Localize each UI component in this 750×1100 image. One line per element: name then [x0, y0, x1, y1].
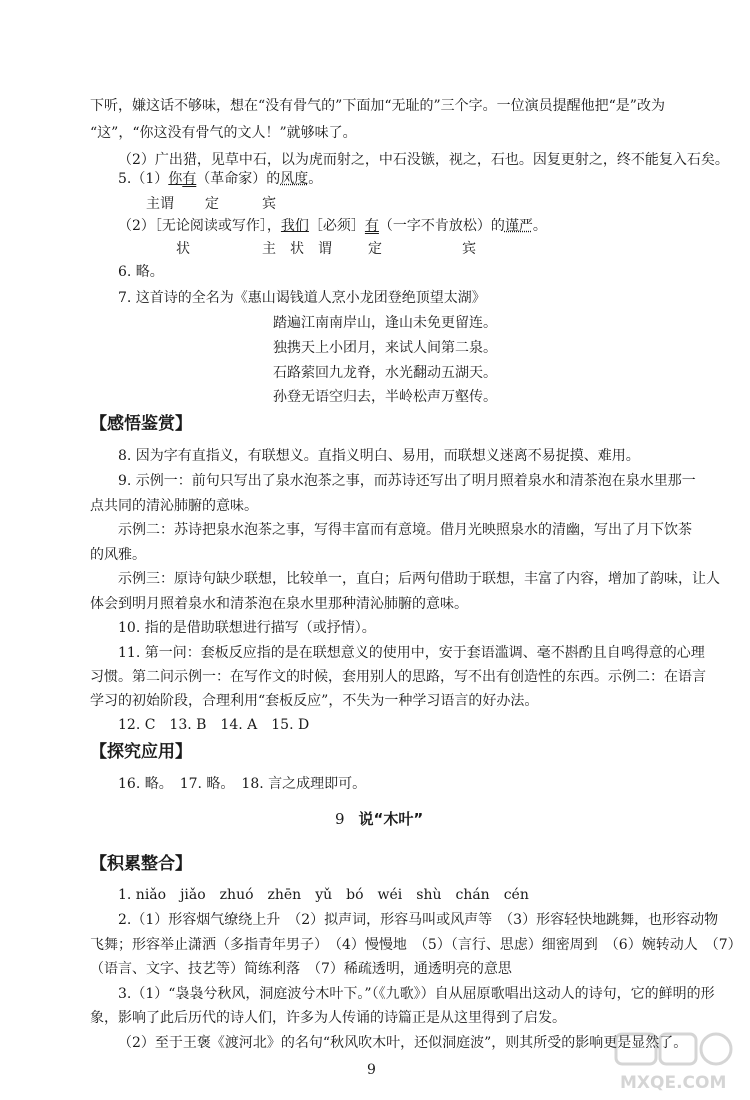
- q5-part1: 5.（1）你有（革命家）的风度。: [118, 171, 323, 187]
- text-line: 习惯。第二问示例一：在写作文的时候，套用别人的思路，写不出有创造性的东西。示例二：在语言: [90, 669, 706, 685]
- watermark-logo: [612, 1030, 742, 1094]
- text-line: 12. C 13. B 14. A 15. D: [118, 717, 310, 733]
- svg-text:MXQE.COM: MXQE.COM: [620, 1073, 727, 1093]
- section-heading: 【探究应用】: [90, 742, 192, 762]
- text-line: 示例三：原诗句缺少联想，比较单一，直白；后两句借助于联想，丰富了内容，增加了韵味，让人: [118, 571, 720, 587]
- grammar-label: 宾: [262, 196, 276, 212]
- poem-line: 孙登无语空归去，半岭松声万壑传。: [273, 389, 497, 405]
- q5-part2: （2）［无论阅读或写作］，我们［必须］有（一字不肯放松）的谨严。: [118, 218, 547, 234]
- section-heading: 【积累整合】: [90, 854, 192, 874]
- grammar-label: 谓: [318, 241, 332, 257]
- text-line: 点共同的清沁肺腑的意味。: [90, 498, 258, 514]
- text-line: 6. 略。: [118, 264, 164, 280]
- grammar-label: 主: [262, 241, 276, 257]
- grammar-label: 状: [290, 241, 304, 257]
- text-line: 示例二：苏诗把泉水泡茶之事，写得丰富而有意境。借月光映照泉水的清幽，写出了月下饮茶: [118, 522, 692, 538]
- grammar-label: 定: [205, 196, 219, 212]
- text-line: 10. 指的是借助联想进行描写（或抒情）。: [118, 620, 376, 636]
- text-line: 3.（1）“袅袅兮秋风，洞庭波兮木叶下。”（《九歌》）自从屈原歌唱出这动人的诗句，它的鲜明的形: [118, 986, 715, 1002]
- text-line: 2.（1）形容烟气缭绕上升 （2）拟声词，形容马叫或风声等 （3）形容轻快地跳舞，也形容动物: [118, 912, 719, 928]
- text-line: 11. 第一问：套板反应指的是在联想意义的使用中，安于套语滥调、毫不斟酌且自鸣得意的心理: [118, 645, 705, 661]
- text-line: “这”，“你这没有骨气的文人！”就够味了。: [90, 125, 357, 141]
- poem-line: 独携天上小团月，来试人间第二泉。: [273, 340, 497, 356]
- text-line: （语言、文字、技艺等）简练利落 （7）稀疏透明，通透明亮的意思: [90, 961, 512, 977]
- grammar-label: 定: [368, 241, 382, 257]
- text-line: 体会到明月照着泉水和清茶泡在泉水里那种清沁肺腑的意味。: [90, 596, 468, 612]
- poem-line: 踏遍江南南岸山，逢山未免更留连。: [273, 315, 497, 331]
- text-line: 的风雅。: [90, 547, 146, 563]
- grammar-label: 宾: [462, 241, 476, 257]
- grammar-label: 状: [176, 241, 190, 257]
- page-number: 9: [367, 1062, 376, 1078]
- text-line: 1. niǎo jiǎo zhuó zhēn yǔ bó wéi shù chán cén: [118, 887, 529, 903]
- section-heading: 【感悟鉴赏】: [90, 414, 192, 434]
- text-line: （2）广出猎，见草中石，以为虎而射之，中石没镞，视之，石也。因复更射之，终不能复入石矣。: [118, 152, 729, 168]
- text-line: （2）至于王褒《渡河北》的名句“秋风吹木叶，还似洞庭波”，则其所受的影响更是显然了。: [118, 1035, 688, 1051]
- chapter-title: 9 说“木叶”: [335, 810, 424, 828]
- text-line: 下听，嫌这话不够味，想在“没有骨气的”下面加“无耻的”三个字。一位演员提醒他把“是”改为: [90, 98, 665, 114]
- text-line: 飞舞；形容举止潇洒（多指青年男子） （4）慢慢地 （5）（言行、思虑）细密周到 （6）婉转动人 （7）: [90, 937, 742, 953]
- text-line: 象，影响了此后历代的诗人们，许多为人传诵的诗篇正是从这里得到了启发。: [90, 1010, 566, 1026]
- poem-line: 石路萦回九龙脊，水光翻动五湖天。: [273, 365, 497, 381]
- text-line: 8. 因为字有直指义，有联想义。直指义明白、易用，而联想义迷离不易捉摸、难用。: [118, 448, 640, 464]
- text-line: 16. 略。 17. 略。 18. 言之成理即可。: [118, 776, 367, 792]
- text-line: 学习的初始阶段，合理利用“套板反应”，不失为一种学习语言的好办法。: [90, 693, 539, 709]
- text-line: 9. 示例一：前句只写出了泉水泡茶之事，而苏诗还写出了明月照着泉水和清茶泡在泉水里那一: [118, 473, 696, 489]
- grammar-label: 主谓: [146, 196, 174, 212]
- text-line: 7. 这首诗的全名为《惠山谒钱道人烹小龙团登绝顶望太湖》: [118, 290, 486, 306]
